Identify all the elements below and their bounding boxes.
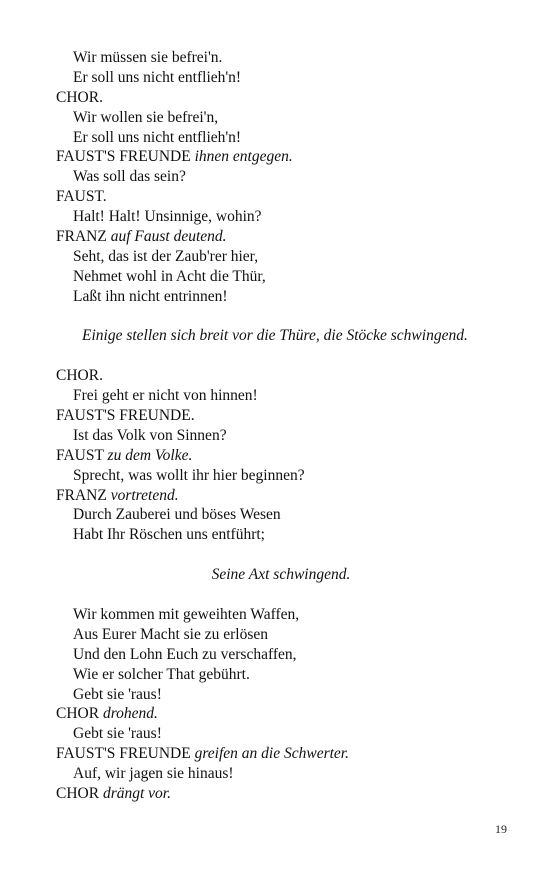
verse-line: Frei geht er nicht von hinnen! [73, 387, 258, 405]
verse-line: Gebt sie 'raus! [73, 685, 162, 703]
verse-line: Auf, wir jagen sie hinaus! [73, 765, 234, 783]
blank-line [56, 545, 506, 565]
stage-direction: Einige stellen sich breit vor die Thüre, die Stöcke schwingend. [82, 327, 468, 345]
verse-line: Aus Eurer Macht sie zu erlösen [73, 625, 268, 643]
speaker-line [56, 446, 506, 466]
verse-line: Wir wollen sie befrei'n, [73, 108, 219, 126]
page-number: 19 [495, 822, 507, 836]
speaker-direction: zu dem Volke. [107, 446, 193, 464]
speaker-line [56, 366, 506, 386]
speaker-direction: drohend. [102, 705, 158, 723]
blank-line [56, 307, 506, 327]
speaker-name: FRANZ [56, 486, 107, 504]
speaker-name: FAUST'S FREUNDE [56, 745, 191, 763]
speaker-name: CHOR [56, 784, 100, 802]
verse-line: Was soll das sein? [73, 168, 186, 186]
verse-line: Wir müssen sie befrei'n. [73, 49, 223, 66]
verse-line: Gebt sie 'raus! [73, 725, 162, 743]
blank-line [56, 346, 506, 366]
speaker-name: CHOR. [56, 367, 103, 385]
speaker-name: FAUST [56, 446, 104, 464]
verse-line: Wir kommen mit geweihten Waffen, [73, 605, 300, 623]
verse-line: Durch Zauberei und böses Wesen [73, 506, 281, 524]
speaker-direction: auf Faust deutend. [110, 228, 227, 246]
speaker-line [56, 784, 506, 804]
verse-line: Ist das Volk von Sinnen? [73, 426, 227, 444]
speaker-line [56, 88, 506, 108]
speaker-name: CHOR. [56, 88, 103, 106]
speaker-direction: ihnen entgegen. [194, 148, 293, 166]
blank-line [56, 585, 506, 605]
verse-line: Halt! Halt! Unsinnige, wohin? [73, 208, 262, 226]
speaker-name: CHOR [56, 705, 100, 723]
speaker-line [56, 147, 506, 167]
verse-line: Er soll uns nicht entflieh'n! [73, 68, 242, 86]
verse-line: Sprecht, was wollt ihr hier beginnen? [73, 466, 305, 484]
verse-line: Wie er solcher That gebührt. [73, 665, 250, 683]
speaker-line [56, 227, 506, 247]
speaker-direction: greifen an die Schwerter. [194, 745, 349, 763]
verse-line: Nehmet wohl in Acht die Thür, [73, 267, 266, 285]
stage-direction: Seine Axt schwingend. [211, 566, 351, 584]
verse-line: Seht, das ist der Zaub'rer hier, [73, 247, 259, 265]
speaker-line [56, 187, 506, 207]
speaker-name: FAUST'S FREUNDE. [56, 407, 195, 425]
verse-line: Habt Ihr Röschen uns entführt; [73, 526, 265, 544]
speaker-name: FAUST'S FREUNDE [56, 148, 191, 166]
speaker-name: FAUST. [56, 188, 107, 206]
verse-line: Und den Lohn Euch zu verschaffen, [73, 645, 297, 663]
verse-line: Laßt ihn nicht entrinnen! [73, 287, 228, 305]
play-text [56, 48, 506, 804]
speaker-line [56, 744, 506, 764]
speaker-name: FRANZ [56, 228, 107, 246]
verse-line: Er soll uns nicht entflieh'n! [73, 128, 242, 146]
speaker-line [56, 406, 506, 426]
speaker-line [56, 704, 506, 724]
speaker-line [56, 486, 506, 506]
speaker-direction: vortretend. [110, 486, 179, 504]
speaker-direction: drängt vor. [102, 784, 171, 802]
